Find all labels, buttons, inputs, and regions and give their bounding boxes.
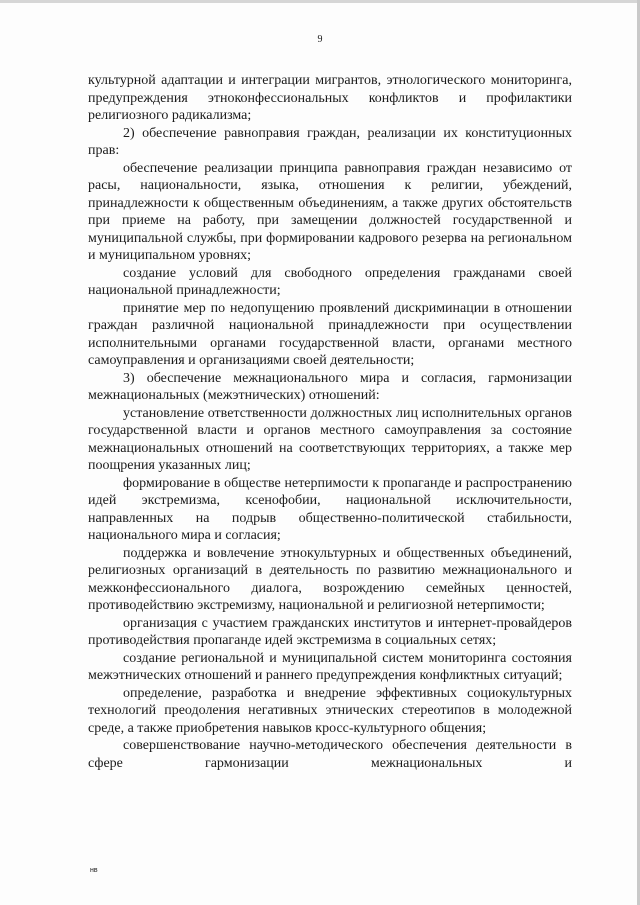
paragraph: принятие мер по недопущению проявлений дискриминации в отношении граждан различной национальной принадлежности при осуществлении исполнительными органами государственной власти, органами местного самоуправления и организациями своей деятельности;: [88, 300, 572, 368]
body-text: [88, 72, 572, 772]
paragraph: 3) обеспечение межнационального мира и согласия, гармонизации межнациональных (межэтнических) отношений:: [88, 370, 572, 403]
paragraph: создание региональной и муниципальной систем мониторинга состояния межэтнических отношений и раннего предупреждения конфликтных ситуаций;: [88, 650, 572, 683]
paragraph: установление ответственности должностных лиц исполнительных органов государственной власти и органов местного самоуправления за состояние межнациональных отношений на соответствующих территориях, а также мер поощрения указанных лиц;: [88, 405, 572, 473]
paragraph: поддержка и вовлечение этнокультурных и общественных объединений, религиозных организаций в деятельность по развитию межнационального и межконфессионального диалога, возрождению семейных ценностей, противодействию экстремизму, национальной и религиозной нетерпимости;: [88, 545, 572, 613]
page-number: 9: [317, 34, 323, 45]
paragraph: обеспечение реализации принципа равноправия граждан независимо от расы, национальности, языка, отношения к религии, убеждений, принадлежности к общественным объединениям, а также других обстоятельств при приеме на работу, при замещении должностей государственной и муниципальной службы, при формировании кадрового резерва на региональном и муниципальном уровнях;: [88, 160, 572, 263]
paragraph: формирование в обществе нетерпимости к пропаганде и распространению идей экстремизма, ксенофобии, национальной исключительности, направленных на подрыв общественно-политической стабильности, национального мира и согласия;: [88, 475, 572, 543]
paragraph: организация с участием гражданских институтов и интернет-провайдеров противодействия пропаганде идей экстремизма в социальных сетях;: [88, 615, 572, 648]
paragraph: совершенствование научно-методического обеспечения деятельности в сфере гармонизации межнациональных и: [88, 738, 572, 771]
paragraph: культурной адаптации и интеграции мигрантов, этнологического мониторинга, предупреждения этноконфессиональных конфликтов и профилактики религиозного радикализма;: [88, 73, 572, 123]
paragraph: создание условий для свободного определения гражданами своей национальной принадлежности;: [88, 265, 572, 298]
paragraph: 2) обеспечение равноправия граждан, реализации их конституционных прав:: [88, 125, 572, 158]
scan-edge-top: [0, 0, 640, 3]
footer-mark: нв: [90, 867, 98, 874]
paragraph: определение, разработка и внедрение эффективных социокультурных технологий преодоления негативных этнических стереотипов в молодежной среде, а также приобретения навыков кросс-культурного общения;: [88, 685, 572, 736]
